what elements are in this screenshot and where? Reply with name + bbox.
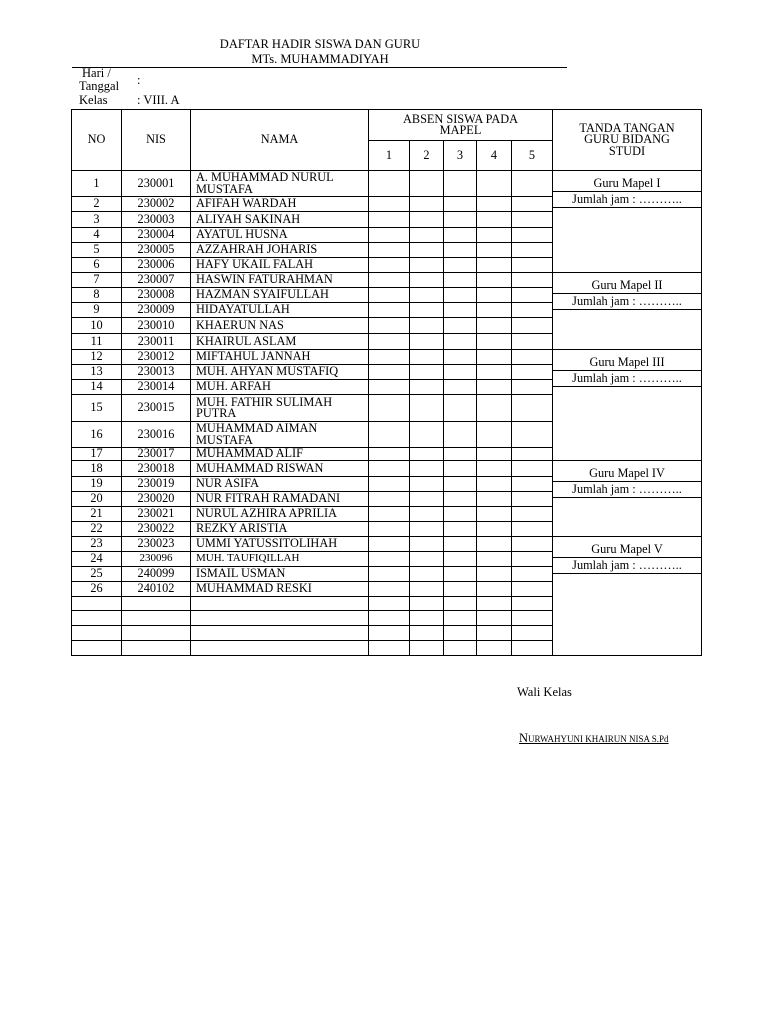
- attendance-cell-mapel-5: [512, 288, 553, 303]
- attendance-cell-mapel-3: [444, 641, 477, 656]
- row-nama: AFIFAH WARDAH: [191, 197, 369, 212]
- attendance-cell-mapel-1: [369, 537, 410, 552]
- signature-block-mapel-5: [553, 537, 702, 656]
- attendance-cell-mapel-1: [369, 318, 410, 334]
- attendance-cell-mapel-2: [410, 303, 444, 318]
- attendance-cell-mapel-1: [369, 611, 410, 626]
- attendance-cell-mapel-4: [477, 626, 512, 641]
- row-nama: [191, 641, 369, 656]
- attendance-cell-mapel-5: [512, 448, 553, 461]
- attendance-cell-mapel-4: [477, 334, 512, 350]
- attendance-cell-mapel-4: [477, 228, 512, 243]
- attendance-cell-mapel-4: [477, 611, 512, 626]
- row-nama: MUH. TAUFIQILLAH: [191, 552, 369, 567]
- header-mapel-4: 4: [477, 141, 512, 171]
- attendance-cell-mapel-3: [444, 537, 477, 552]
- row-no: [72, 641, 122, 656]
- row-no: 13: [72, 365, 122, 380]
- row-nis: [122, 611, 191, 626]
- row-no: 7: [72, 273, 122, 288]
- attendance-cell-mapel-4: [477, 318, 512, 334]
- attendance-cell-mapel-4: [477, 552, 512, 567]
- row-nis: 230010: [122, 318, 191, 334]
- attendance-cell-mapel-2: [410, 537, 444, 552]
- header-mapel-2: 2: [410, 141, 444, 171]
- kelas-label: Kelas: [79, 93, 108, 107]
- attendance-cell-mapel-1: [369, 597, 410, 611]
- row-nis: 230004: [122, 228, 191, 243]
- attendance-cell-mapel-5: [512, 303, 553, 318]
- attendance-cell-mapel-3: [444, 365, 477, 380]
- row-nis: [122, 626, 191, 641]
- row-nis: 230017: [122, 448, 191, 461]
- attendance-cell-mapel-2: [410, 477, 444, 492]
- attendance-cell-mapel-5: [512, 422, 553, 448]
- attendance-cell-mapel-1: [369, 258, 410, 273]
- attendance-cell-mapel-5: [512, 626, 553, 641]
- attendance-cell-mapel-1: [369, 171, 410, 197]
- attendance-cell-mapel-1: [369, 334, 410, 350]
- attendance-cell-mapel-1: [369, 197, 410, 212]
- row-nis: 240099: [122, 567, 191, 582]
- attendance-cell-mapel-1: [369, 582, 410, 597]
- attendance-cell-mapel-1: [369, 492, 410, 507]
- attendance-cell-mapel-3: [444, 522, 477, 537]
- attendance-cell-mapel-5: [512, 461, 553, 477]
- header-mapel-5: 5: [512, 141, 553, 171]
- row-nama: NUR FITRAH RAMADANI: [191, 492, 369, 507]
- attendance-cell-mapel-3: [444, 422, 477, 448]
- attendance-cell-mapel-4: [477, 395, 512, 422]
- row-nama: ALIYAH SAKINAH: [191, 212, 369, 228]
- row-nis: 230022: [122, 522, 191, 537]
- attendance-cell-mapel-5: [512, 641, 553, 656]
- attendance-cell-mapel-3: [444, 611, 477, 626]
- attendance-cell-mapel-2: [410, 626, 444, 641]
- attendance-cell-mapel-3: [444, 395, 477, 422]
- attendance-cell-mapel-2: [410, 273, 444, 288]
- row-nama: A. MUHAMMAD NURUL MUSTAFA: [191, 171, 369, 197]
- row-no: 4: [72, 228, 122, 243]
- jumlah-jam-label: Jumlah jam : ………..: [553, 557, 701, 574]
- row-nis: [122, 641, 191, 656]
- attendance-cell-mapel-4: [477, 303, 512, 318]
- attendance-cell-mapel-5: [512, 582, 553, 597]
- attendance-cell-mapel-4: [477, 258, 512, 273]
- row-nis: 230020: [122, 492, 191, 507]
- row-no: 17: [72, 448, 122, 461]
- attendance-cell-mapel-2: [410, 597, 444, 611]
- attendance-cell-mapel-3: [444, 212, 477, 228]
- attendance-cell-mapel-3: [444, 626, 477, 641]
- attendance-cell-mapel-2: [410, 171, 444, 197]
- attendance-cell-mapel-4: [477, 641, 512, 656]
- attendance-cell-mapel-2: [410, 197, 444, 212]
- attendance-cell-mapel-3: [444, 258, 477, 273]
- row-nama: MUH. FATHIR SULIMAH PUTRA: [191, 395, 369, 422]
- attendance-cell-mapel-1: [369, 365, 410, 380]
- row-no: [72, 611, 122, 626]
- attendance-cell-mapel-2: [410, 258, 444, 273]
- attendance-cell-mapel-2: [410, 448, 444, 461]
- row-no: 12: [72, 350, 122, 365]
- row-nis: 230023: [122, 537, 191, 552]
- hari-label-line2: Tanggal: [79, 79, 120, 93]
- attendance-cell-mapel-5: [512, 212, 553, 228]
- attendance-cell-mapel-3: [444, 273, 477, 288]
- attendance-cell-mapel-4: [477, 365, 512, 380]
- table-row: [72, 171, 702, 197]
- hari-label-line1: Hari /: [82, 66, 111, 80]
- attendance-cell-mapel-2: [410, 288, 444, 303]
- attendance-cell-mapel-5: [512, 334, 553, 350]
- attendance-cell-mapel-5: [512, 171, 553, 197]
- row-nis: 230096: [122, 552, 191, 567]
- row-no: 14: [72, 380, 122, 395]
- attendance-cell-mapel-2: [410, 552, 444, 567]
- row-nama: MIFTAHUL JANNAH: [191, 350, 369, 365]
- row-nis: 230007: [122, 273, 191, 288]
- attendance-cell-mapel-4: [477, 507, 512, 522]
- row-nis: [122, 597, 191, 611]
- attendance-cell-mapel-4: [477, 171, 512, 197]
- attendance-cell-mapel-3: [444, 380, 477, 395]
- header-mapel-1: 1: [369, 141, 410, 171]
- table-row: [72, 350, 702, 365]
- row-nama: KHAIRUL ASLAM: [191, 334, 369, 350]
- row-nis: 230012: [122, 350, 191, 365]
- header-tanda-tangan: TANDA TANGAN GURU BIDANG STUDI: [553, 110, 702, 171]
- attendance-cell-mapel-4: [477, 422, 512, 448]
- attendance-cell-mapel-1: [369, 273, 410, 288]
- attendance-cell-mapel-3: [444, 597, 477, 611]
- guru-mapel-label: Guru Mapel III: [589, 355, 665, 369]
- signature-block-mapel-2: [553, 273, 702, 350]
- attendance-cell-mapel-4: [477, 461, 512, 477]
- row-no: 11: [72, 334, 122, 350]
- row-no: 22: [72, 522, 122, 537]
- hari-value: :: [137, 73, 141, 87]
- row-nama: [191, 597, 369, 611]
- attendance-cell-mapel-4: [477, 582, 512, 597]
- attendance-cell-mapel-4: [477, 492, 512, 507]
- attendance-cell-mapel-5: [512, 395, 553, 422]
- row-nama: MUH. ARFAH: [191, 380, 369, 395]
- attendance-cell-mapel-2: [410, 461, 444, 477]
- row-nis: 230015: [122, 395, 191, 422]
- attendance-cell-mapel-4: [477, 522, 512, 537]
- row-nama: HAFY UKAIL FALAH: [191, 258, 369, 273]
- guru-mapel-label: Guru Mapel II: [591, 278, 663, 292]
- attendance-cell-mapel-2: [410, 422, 444, 448]
- row-no: 2: [72, 197, 122, 212]
- row-nis: 230003: [122, 212, 191, 228]
- attendance-cell-mapel-5: [512, 507, 553, 522]
- attendance-cell-mapel-5: [512, 273, 553, 288]
- row-nama: MUHAMMAD AIMAN MUSTAFA: [191, 422, 369, 448]
- attendance-cell-mapel-5: [512, 197, 553, 212]
- attendance-cell-mapel-3: [444, 461, 477, 477]
- row-nama: [191, 626, 369, 641]
- row-nis: 230009: [122, 303, 191, 318]
- signer-name-rest: URWAHYUNI KHAIRUN NISA S.Pd: [528, 734, 669, 744]
- row-nama: REZKY ARISTIA: [191, 522, 369, 537]
- attendance-cell-mapel-4: [477, 243, 512, 258]
- attendance-cell-mapel-2: [410, 350, 444, 365]
- attendance-cell-mapel-3: [444, 171, 477, 197]
- attendance-table: [71, 109, 702, 656]
- attendance-cell-mapel-5: [512, 597, 553, 611]
- attendance-cell-mapel-2: [410, 334, 444, 350]
- attendance-cell-mapel-4: [477, 380, 512, 395]
- row-nis: 230001: [122, 171, 191, 197]
- row-nis: 230018: [122, 461, 191, 477]
- wali-kelas-label: Wali Kelas: [517, 685, 572, 699]
- attendance-cell-mapel-5: [512, 477, 553, 492]
- row-nama: MUHAMMAD RISWAN: [191, 461, 369, 477]
- row-no: 1: [72, 171, 122, 197]
- row-no: 5: [72, 243, 122, 258]
- attendance-cell-mapel-2: [410, 243, 444, 258]
- row-nama: HIDAYATULLAH: [191, 303, 369, 318]
- attendance-cell-mapel-4: [477, 448, 512, 461]
- row-no: [72, 597, 122, 611]
- row-no: 25: [72, 567, 122, 582]
- attendance-cell-mapel-5: [512, 258, 553, 273]
- document-title: DAFTAR HADIR SISWA DAN GURU: [219, 37, 421, 51]
- row-nama: MUHAMMAD ALIF: [191, 448, 369, 461]
- row-nis: 230019: [122, 477, 191, 492]
- row-nis: 230016: [122, 422, 191, 448]
- attendance-cell-mapel-5: [512, 243, 553, 258]
- attendance-cell-mapel-3: [444, 318, 477, 334]
- attendance-cell-mapel-3: [444, 350, 477, 365]
- attendance-cell-mapel-4: [477, 288, 512, 303]
- attendance-cell-mapel-3: [444, 448, 477, 461]
- signature-block-mapel-3: [553, 350, 702, 461]
- row-nis: 240102: [122, 582, 191, 597]
- attendance-cell-mapel-2: [410, 611, 444, 626]
- row-nis: 230014: [122, 380, 191, 395]
- title-underline: [72, 67, 567, 68]
- attendance-cell-mapel-3: [444, 582, 477, 597]
- row-no: 8: [72, 288, 122, 303]
- row-no: 10: [72, 318, 122, 334]
- attendance-cell-mapel-1: [369, 522, 410, 537]
- attendance-cell-mapel-2: [410, 641, 444, 656]
- row-no: 3: [72, 212, 122, 228]
- row-nama: AYATUL HUSNA: [191, 228, 369, 243]
- attendance-cell-mapel-4: [477, 597, 512, 611]
- attendance-cell-mapel-5: [512, 350, 553, 365]
- header-mapel-3: 3: [444, 141, 477, 171]
- row-nama: UMMI YATUSSITOLIHAH: [191, 537, 369, 552]
- attendance-cell-mapel-1: [369, 380, 410, 395]
- jumlah-jam-label: Jumlah jam : ………..: [553, 370, 701, 387]
- row-no: 24: [72, 552, 122, 567]
- header-absen: ABSEN SISWA PADA MAPEL: [369, 110, 553, 141]
- attendance-cell-mapel-2: [410, 395, 444, 422]
- attendance-cell-mapel-2: [410, 582, 444, 597]
- attendance-cell-mapel-5: [512, 380, 553, 395]
- kelas-value: : VIII. A: [137, 93, 180, 107]
- row-nama: KHAERUN NAS: [191, 318, 369, 334]
- attendance-cell-mapel-5: [512, 365, 553, 380]
- attendance-cell-mapel-1: [369, 303, 410, 318]
- attendance-cell-mapel-5: [512, 228, 553, 243]
- row-no: 23: [72, 537, 122, 552]
- row-nis: 230021: [122, 507, 191, 522]
- attendance-cell-mapel-1: [369, 212, 410, 228]
- guru-mapel-label: Guru Mapel V: [591, 542, 663, 556]
- row-nis: 230013: [122, 365, 191, 380]
- attendance-cell-mapel-1: [369, 477, 410, 492]
- row-nama: HAZMAN SYAIFULLAH: [191, 288, 369, 303]
- attendance-cell-mapel-1: [369, 395, 410, 422]
- row-nama: [191, 611, 369, 626]
- attendance-cell-mapel-1: [369, 288, 410, 303]
- row-no: 21: [72, 507, 122, 522]
- attendance-cell-mapel-3: [444, 552, 477, 567]
- attendance-cell-mapel-3: [444, 567, 477, 582]
- attendance-cell-mapel-1: [369, 422, 410, 448]
- attendance-cell-mapel-2: [410, 522, 444, 537]
- signer-initial: N: [519, 731, 529, 745]
- attendance-cell-mapel-3: [444, 477, 477, 492]
- row-nis: 230008: [122, 288, 191, 303]
- attendance-cell-mapel-4: [477, 477, 512, 492]
- row-nama: HASWIN FATURAHMAN: [191, 273, 369, 288]
- table-row: [72, 537, 702, 552]
- attendance-cell-mapel-1: [369, 461, 410, 477]
- row-no: 16: [72, 422, 122, 448]
- row-no: 19: [72, 477, 122, 492]
- row-nis: 230002: [122, 197, 191, 212]
- attendance-cell-mapel-2: [410, 380, 444, 395]
- row-no: 9: [72, 303, 122, 318]
- attendance-cell-mapel-2: [410, 507, 444, 522]
- attendance-cell-mapel-5: [512, 567, 553, 582]
- attendance-cell-mapel-2: [410, 365, 444, 380]
- jumlah-jam-label: Jumlah jam : ………..: [553, 191, 701, 208]
- row-nis: 230011: [122, 334, 191, 350]
- signature-block-mapel-4: [553, 461, 702, 537]
- attendance-cell-mapel-1: [369, 567, 410, 582]
- guru-mapel-label: Guru Mapel I: [593, 176, 661, 190]
- attendance-cell-mapel-1: [369, 350, 410, 365]
- header-nis: NIS: [122, 110, 191, 171]
- attendance-cell-mapel-5: [512, 537, 553, 552]
- attendance-cell-mapel-1: [369, 552, 410, 567]
- row-nama: AZZAHRAH JOHARIS: [191, 243, 369, 258]
- attendance-cell-mapel-3: [444, 334, 477, 350]
- row-no: 6: [72, 258, 122, 273]
- attendance-cell-mapel-3: [444, 303, 477, 318]
- attendance-cell-mapel-3: [444, 492, 477, 507]
- attendance-cell-mapel-3: [444, 228, 477, 243]
- row-no: 20: [72, 492, 122, 507]
- jumlah-jam-label: Jumlah jam : ………..: [553, 481, 701, 498]
- row-nis: 230005: [122, 243, 191, 258]
- attendance-cell-mapel-4: [477, 350, 512, 365]
- row-nama: MUH. AHYAN MUSTAFIQ: [191, 365, 369, 380]
- attendance-cell-mapel-2: [410, 567, 444, 582]
- attendance-cell-mapel-3: [444, 507, 477, 522]
- signature-block-mapel-1: [553, 171, 702, 273]
- attendance-cell-mapel-4: [477, 567, 512, 582]
- row-nama: NUR ASIFA: [191, 477, 369, 492]
- row-nama: ISMAIL USMAN: [191, 567, 369, 582]
- attendance-cell-mapel-2: [410, 212, 444, 228]
- wali-kelas-signature-name: [519, 731, 669, 746]
- row-nama: MUHAMMAD RESKI: [191, 582, 369, 597]
- attendance-cell-mapel-1: [369, 243, 410, 258]
- attendance-cell-mapel-1: [369, 448, 410, 461]
- row-no: 18: [72, 461, 122, 477]
- attendance-cell-mapel-1: [369, 626, 410, 641]
- attendance-cell-mapel-5: [512, 611, 553, 626]
- attendance-cell-mapel-2: [410, 318, 444, 334]
- row-no: 15: [72, 395, 122, 422]
- attendance-cell-mapel-3: [444, 197, 477, 212]
- attendance-cell-mapel-5: [512, 492, 553, 507]
- attendance-cell-mapel-4: [477, 212, 512, 228]
- attendance-cell-mapel-3: [444, 288, 477, 303]
- attendance-cell-mapel-4: [477, 197, 512, 212]
- attendance-cell-mapel-5: [512, 522, 553, 537]
- header-no: NO: [72, 110, 122, 171]
- attendance-cell-mapel-5: [512, 552, 553, 567]
- row-no: [72, 626, 122, 641]
- attendance-cell-mapel-2: [410, 228, 444, 243]
- header-nama: NAMA: [191, 110, 369, 171]
- row-nama: NURUL AZHIRA APRILIA: [191, 507, 369, 522]
- row-nis: 230006: [122, 258, 191, 273]
- attendance-cell-mapel-3: [444, 243, 477, 258]
- attendance-cell-mapel-4: [477, 273, 512, 288]
- school-name: MTs. MUHAMMADIYAH: [251, 52, 389, 66]
- attendance-cell-mapel-5: [512, 318, 553, 334]
- attendance-cell-mapel-4: [477, 537, 512, 552]
- attendance-cell-mapel-1: [369, 507, 410, 522]
- attendance-cell-mapel-1: [369, 228, 410, 243]
- attendance-cell-mapel-2: [410, 492, 444, 507]
- attendance-cell-mapel-1: [369, 641, 410, 656]
- row-no: 26: [72, 582, 122, 597]
- table-row: [72, 273, 702, 288]
- guru-mapel-label: Guru Mapel IV: [589, 466, 665, 480]
- table-row: [72, 461, 702, 477]
- jumlah-jam-label: Jumlah jam : ………..: [553, 293, 701, 310]
